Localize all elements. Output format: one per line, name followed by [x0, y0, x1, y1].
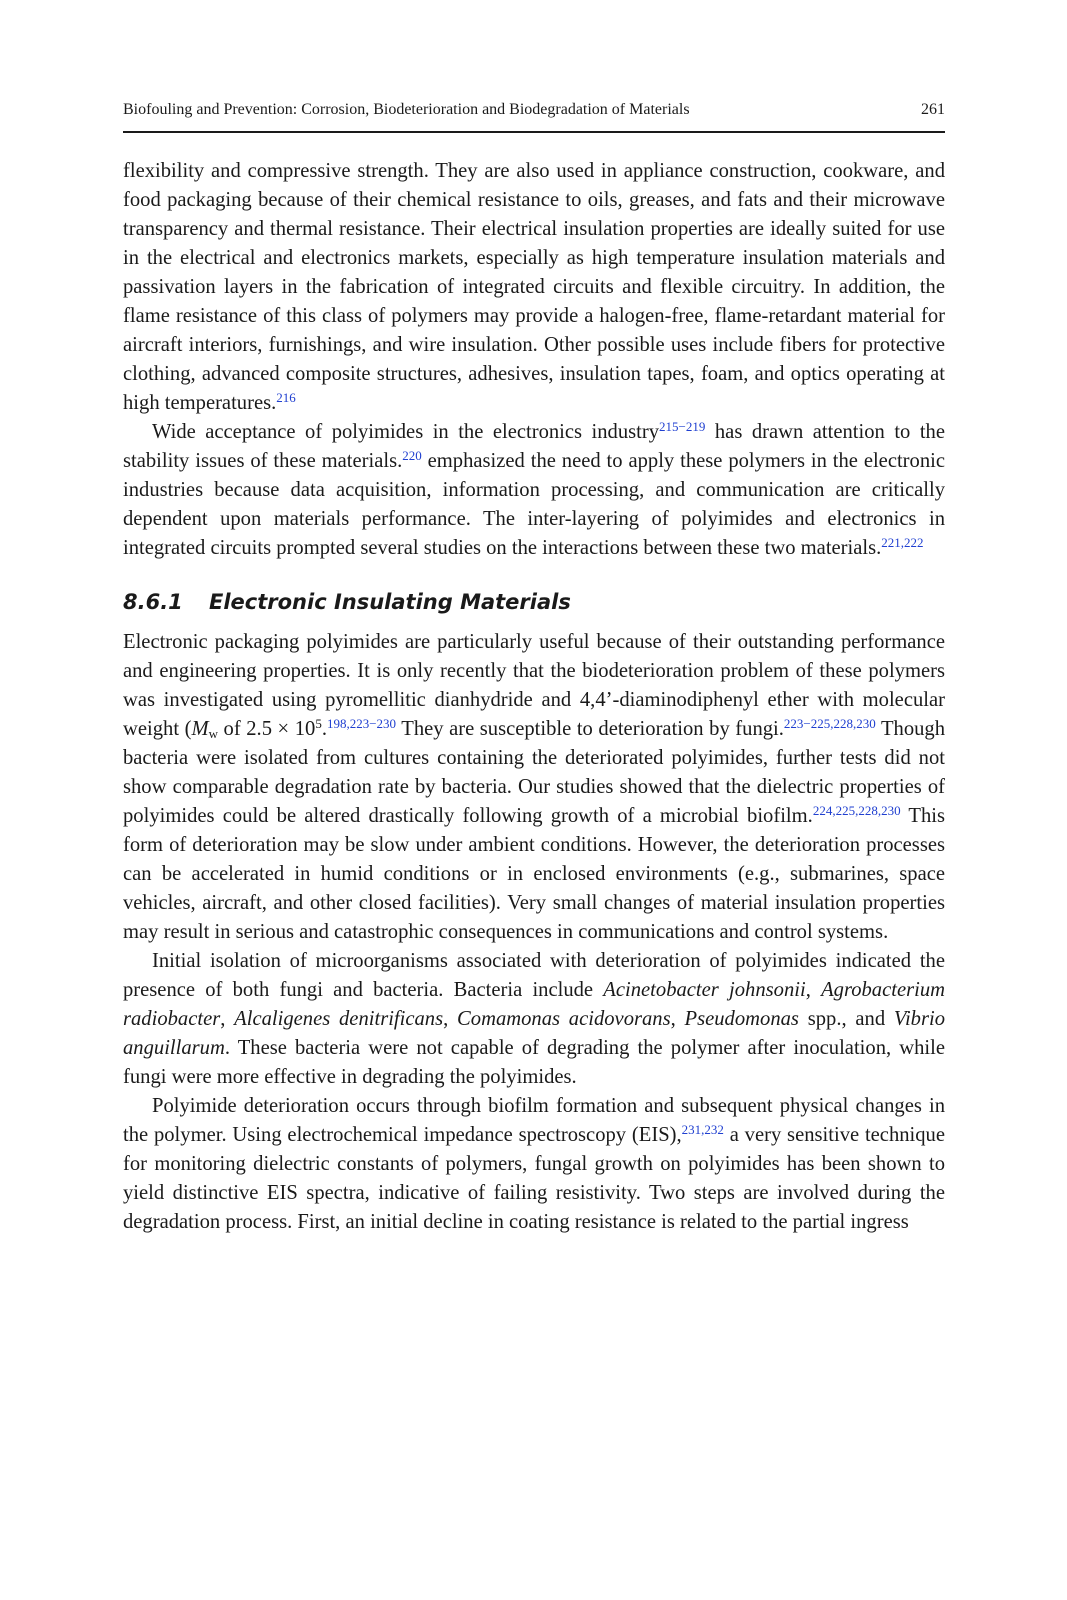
species-name: Alcaligenes denitrificans [234, 1008, 444, 1030]
paragraph-3 [123, 628, 945, 947]
section-title: Electronic Insulating Materials [209, 590, 571, 614]
paragraph-4-text: , [220, 1008, 235, 1030]
species-name: Pseudomonas [684, 1008, 799, 1030]
paragraph-3-text: They are susceptible to deterioration by fungi. [396, 718, 784, 740]
header-rule [123, 131, 945, 133]
paragraph-5-text: Polyimide deterioration occurs through biofilm formation and subsequent physical changes in the polymer. Using electrochemical impedance spectroscopy (EIS), [123, 1095, 945, 1146]
paragraph-5 [123, 1092, 945, 1237]
exponent: 5 [315, 716, 322, 731]
paragraph-5-text: a very sensitive technique for monitoring dielectric constants of polymers, fungal growth on polyimides has been shown to yield distinctive EIS spectra, indicative of failing resistivity. Two steps are involved during the degradation process. First, an initial decline in coating resistance is related to the partial ingress [123, 1124, 945, 1233]
section-heading [123, 563, 945, 628]
paragraph-1-text: flexibility and compressive strength. They are also used in appliance construction, cookware, and food packaging because of their chemical resistance to oils, greases, and fats and their microwave transparency and thermal resistance. Their electrical insulation properties are ideally suited for use in the electrical and electronics markets, especially as high temperature insulation materials and passivation layers in the fabrication of integrated circuits and flexible circuitry. In addition, the flame resistance of this class of polymers may provide a halogen-free, flame-retardant material for aircraft interiors, furnishings, and wire insulation. Other possible uses include fibers for protective clothing, advanced composite structures, adhesives, insulation tapes, foam, and optics operating at high temperatures. [123, 160, 945, 414]
citation-link[interactable]: 221,222 [881, 535, 924, 550]
citation-link[interactable]: 220 [402, 448, 422, 463]
citation-link[interactable]: 215−219 [659, 419, 706, 434]
paragraph-3-text: of 2.5 × 10 [218, 718, 316, 740]
paragraph-3-text: Though bacteria were isolated from cultures containing the deteriorated polyimides, further tests did not show comparable degradation rate by bacteria. Our studies showed that the dielectric properties of polyimides could be altered drastically following growth of a microbial biofilm. [123, 718, 946, 827]
species-name: Acinetobacter johnsonii [603, 979, 806, 1001]
section-number: 8.6.1 [123, 590, 183, 614]
paragraph-3-text: . [321, 718, 327, 740]
paragraph-4-text: , [443, 1008, 458, 1030]
paragraph-2-text: emphasized the need to apply these polymers in the electronic industries because data acquisition, information processing, and communication are critically dependent upon materials performance. The inter-layering of polyimides and electronics in integrated circuits prompted several studies on the interactions between these two materials. [123, 450, 945, 559]
paragraph-4-text: spp., and [798, 1008, 894, 1030]
molecular-weight-subscript: w [208, 726, 219, 741]
species-name: Vibrio anguillarum [123, 1008, 945, 1059]
citation-link[interactable]: 224,225,228,230 [812, 803, 901, 818]
paragraph-4-text: , [670, 1008, 685, 1030]
paragraph-1 [123, 157, 945, 418]
paragraph-3-text: Electronic packaging polyimides are particularly useful because of their outstanding performance and engineering properties. It is only recently that the biodeterioration problem of these polymers was investigated using pyromellitic dianhydride and 4,4’-diaminodiphenyl ether with molecular weight ( [123, 631, 945, 740]
paragraph-4 [123, 947, 945, 1092]
body-text [123, 157, 945, 1237]
species-name: Comamonas acidovorans [457, 1008, 671, 1030]
citation-link[interactable]: 231,232 [681, 1122, 724, 1137]
running-title: Biofouling and Prevention: Corrosion, Biodeterioration and Biodegradation of Materials [123, 101, 690, 118]
paragraph-4-text: . These bacteria were not capable of degrading the polymer after inoculation, while fungi were more effective in degrading the polyimides. [123, 1037, 945, 1088]
species-name: Agrobacterium radiobacter [123, 979, 946, 1030]
citation-link[interactable]: 198,223−230 [326, 716, 397, 731]
paragraph-4-text: Initial isolation of microorganisms associated with deterioration of polyimides indicated the presence of both fungi and bacteria. Bacteria include [123, 950, 945, 1001]
citation-link[interactable]: 223−225,228,230 [783, 716, 876, 731]
paragraph-2-text: has drawn attention to the stability issues of these materials. [123, 421, 945, 472]
paragraph-2-text: Wide acceptance of polyimides in the electronics industry [152, 421, 660, 443]
citation-link[interactable]: 216 [276, 390, 296, 405]
molecular-weight-symbol: M [191, 718, 209, 740]
paragraph-4-text: , [805, 979, 822, 1001]
page-number: 261 [921, 101, 945, 118]
paragraph-2 [123, 418, 945, 563]
paragraph-3-text: This form of deterioration may be slow under ambient conditions. However, the deterioration processes can be accelerated in humid conditions or in enclosed environments (e.g., submarines, space vehicles, aircraft, and other closed facilities). Very small changes of material insulation properties may result in serious and catastrophic consequences in communications and control systems. [123, 805, 945, 943]
